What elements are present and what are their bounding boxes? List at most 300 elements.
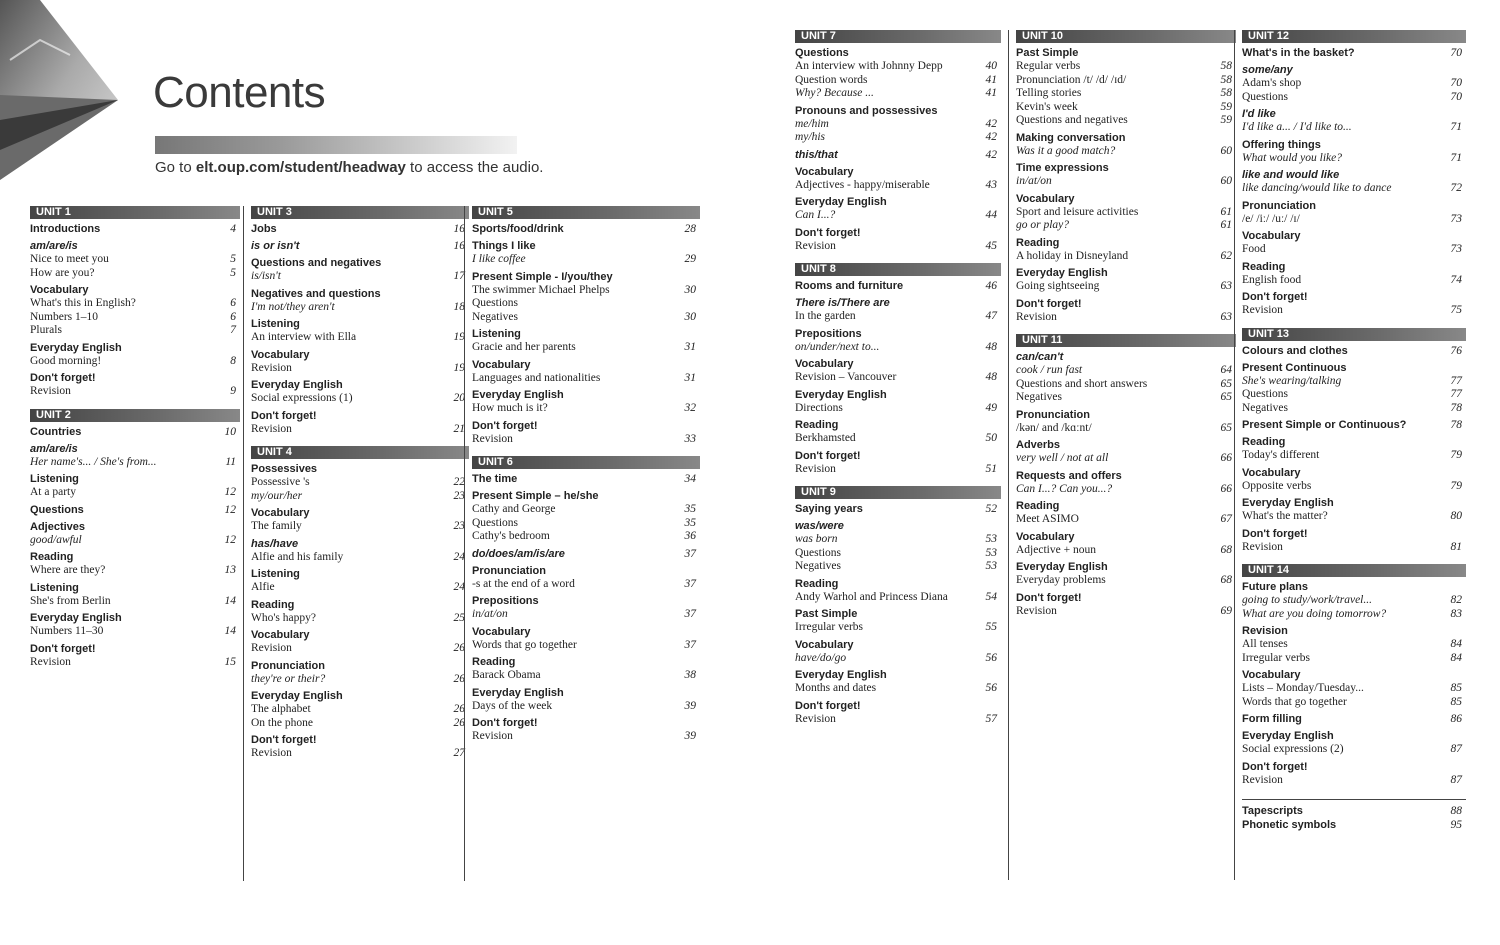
toc-entry[interactable]: Lists – Monday/Tuesday... 85 bbox=[1242, 682, 1462, 694]
section-heading[interactable]: Don't forget! bbox=[1242, 527, 1308, 540]
toc-entry[interactable]: A holiday in Disneyland 62 bbox=[1016, 249, 1232, 262]
toc-entry[interactable]: Words that go together 37 bbox=[472, 638, 696, 651]
audio-link[interactable]: elt.oup.com/student/headway bbox=[195, 159, 406, 176]
toc-entry[interactable]: Revision 75 bbox=[1242, 304, 1462, 316]
toc-entry[interactable]: Possessive 's 22 bbox=[251, 476, 465, 488]
toc-entry[interactable]: Questions and short answers 65 bbox=[1016, 377, 1232, 390]
toc-entry[interactable]: going to study/work/travel... 82 bbox=[1242, 594, 1462, 606]
column-6 bbox=[1234, 30, 1466, 880]
toc-entry[interactable]: Adjectives - happy/miserable 43 bbox=[795, 178, 997, 191]
section-heading[interactable]: Everyday English bbox=[30, 341, 122, 354]
toc-entry[interactable]: Social expressions (1) 20 bbox=[251, 392, 465, 404]
toc-section bbox=[1242, 344, 1466, 358]
section-heading[interactable]: Everyday English bbox=[251, 379, 343, 391]
section-heading[interactable]: is or isn't 16 bbox=[251, 240, 465, 252]
section-heading[interactable]: Reading bbox=[251, 598, 295, 611]
page-number: 43 bbox=[985, 178, 997, 191]
page-number: 49 bbox=[985, 401, 997, 414]
toc-entry[interactable]: Revision 33 bbox=[472, 432, 696, 445]
page-number: 68 bbox=[1220, 574, 1232, 586]
back-matter-entry[interactable]: Tapescripts 88 bbox=[1242, 805, 1462, 817]
toc-section bbox=[795, 195, 1001, 223]
section-heading[interactable]: Vocabulary bbox=[1016, 530, 1075, 543]
toc-entry[interactable]: very well / not at all 66 bbox=[1016, 452, 1232, 464]
toc-entry[interactable]: Where are they? 13 bbox=[30, 564, 236, 576]
toc-entry[interactable]: I'm not/they aren't 18 bbox=[251, 300, 465, 313]
page-number: 63 bbox=[1220, 280, 1232, 292]
toc-entry[interactable]: Days of the week 39 bbox=[472, 699, 696, 712]
toc-entry[interactable]: is/isn't 17 bbox=[251, 270, 465, 282]
toc-entry[interactable]: Why? Because ... 41 bbox=[795, 87, 997, 99]
section-heading[interactable]: Vocabulary bbox=[1242, 669, 1301, 681]
section-heading[interactable]: Don't forget! bbox=[795, 699, 861, 712]
page-number: 66 bbox=[1220, 482, 1232, 495]
toc-entry[interactable]: Numbers 1–10 6 bbox=[30, 310, 236, 323]
section-heading[interactable]: Don't forget! bbox=[251, 409, 317, 422]
section-heading[interactable]: Vocabulary bbox=[472, 625, 531, 638]
section-heading[interactable]: Making conversation bbox=[1016, 131, 1126, 144]
toc-entry[interactable]: Gracie and her parents 31 bbox=[472, 341, 696, 353]
toc-entry[interactable]: my/our/her 23 bbox=[251, 489, 465, 502]
section-heading[interactable]: Present Continuous bbox=[1242, 361, 1347, 374]
unit-spacer bbox=[795, 253, 1001, 263]
page-number: 35 bbox=[684, 503, 696, 515]
section-heading[interactable]: Everyday English bbox=[1242, 497, 1334, 509]
section-heading[interactable]: Don't forget! bbox=[795, 226, 861, 239]
toc-section bbox=[1242, 418, 1466, 432]
toc-entry[interactable]: Questions 53 bbox=[795, 546, 997, 559]
toc-section bbox=[795, 449, 1001, 477]
toc-entry[interactable]: Cathy and George 35 bbox=[472, 503, 696, 515]
toc-entry[interactable]: Opposite verbs 79 bbox=[1242, 479, 1462, 492]
toc-entry[interactable]: An interview with Ella 19 bbox=[251, 331, 465, 343]
toc-entry[interactable]: they're or their? 26 bbox=[251, 672, 465, 685]
page-number: 87 bbox=[1450, 773, 1462, 786]
toc-entry[interactable]: Who's happy? 25 bbox=[251, 611, 465, 624]
toc-entry[interactable]: Revision 81 bbox=[1242, 540, 1462, 553]
toc-section bbox=[1242, 668, 1466, 709]
section-heading[interactable]: Countries 10 bbox=[30, 425, 236, 438]
section-heading[interactable]: Vocabulary bbox=[472, 358, 531, 371]
toc-entry[interactable]: Revision 19 bbox=[251, 361, 465, 374]
toc-section bbox=[251, 628, 469, 656]
section-heading[interactable]: Present Simple - I/you/they bbox=[472, 270, 613, 283]
toc-entry[interactable]: Adjective + noun 68 bbox=[1016, 543, 1232, 556]
section-heading[interactable]: like and would like bbox=[1242, 169, 1340, 181]
section-heading[interactable]: Listening bbox=[251, 568, 300, 580]
page-number: 84 bbox=[1450, 638, 1462, 650]
section-heading[interactable]: Saying years 52 bbox=[795, 503, 997, 515]
section-heading[interactable]: Form filling 86 bbox=[1242, 713, 1462, 725]
toc-entry[interactable]: In the garden 47 bbox=[795, 310, 997, 322]
toc-section bbox=[251, 659, 469, 687]
section-heading[interactable]: Introductions 4 bbox=[30, 223, 236, 235]
page-number: 20 bbox=[453, 392, 465, 404]
unit-label: UNIT 5 bbox=[478, 206, 513, 218]
toc-section bbox=[1016, 438, 1236, 466]
toc-entry[interactable]: Barack Obama 38 bbox=[472, 669, 696, 681]
section-heading[interactable]: this/that 42 bbox=[795, 148, 997, 161]
toc-entry[interactable]: go or play? 61 bbox=[1016, 219, 1232, 231]
toc-entry[interactable]: Everyday problems 68 bbox=[1016, 574, 1232, 586]
toc-section bbox=[1242, 729, 1466, 757]
section-heading[interactable]: Negatives and questions bbox=[251, 287, 381, 300]
section-heading[interactable]: Prepositions bbox=[795, 327, 862, 340]
toc-section bbox=[795, 327, 1001, 355]
unit-label: UNIT 12 bbox=[1248, 30, 1289, 42]
toc-entry[interactable]: Sport and leisure activities 61 bbox=[1016, 205, 1232, 218]
section-heading[interactable]: Offering things bbox=[1242, 138, 1321, 151]
unit-label: UNIT 13 bbox=[1248, 327, 1289, 340]
toc-section bbox=[795, 607, 1001, 635]
toc-entry[interactable]: Revision 21 bbox=[251, 422, 465, 435]
toc-section bbox=[472, 564, 700, 592]
section-heading[interactable]: Reading bbox=[1242, 260, 1286, 273]
section-heading[interactable]: Vocabulary bbox=[1242, 466, 1301, 479]
section-heading[interactable]: Pronunciation bbox=[251, 659, 325, 672]
section-heading[interactable]: Don't forget! bbox=[1242, 760, 1308, 773]
section-heading[interactable]: Vocabulary bbox=[1016, 192, 1075, 205]
section-heading[interactable]: There is/There are bbox=[795, 297, 890, 309]
section-heading[interactable]: Vocabulary bbox=[795, 638, 854, 651]
page-number: 37 bbox=[684, 547, 696, 560]
section-heading[interactable]: Don't forget! bbox=[795, 449, 861, 462]
section-heading[interactable]: do/does/am/is/are 37 bbox=[472, 547, 696, 560]
toc-entry[interactable]: Pronunciation /t/ /d/ /ɪd/ 58 bbox=[1016, 73, 1232, 86]
toc-entry[interactable]: Alfie and his family 24 bbox=[251, 550, 465, 563]
section-heading[interactable]: am/are/is bbox=[30, 240, 78, 252]
toc-entry[interactable]: Social expressions (2) 87 bbox=[1242, 743, 1462, 755]
section-heading[interactable]: some/any bbox=[1242, 64, 1293, 76]
page-number: 62 bbox=[1220, 249, 1232, 262]
toc-entry[interactable]: Question words 41 bbox=[795, 73, 997, 86]
toc-entry[interactable]: She's wearing/talking 77 bbox=[1242, 374, 1462, 387]
toc-entry[interactable]: The alphabet 26 bbox=[251, 703, 465, 715]
toc-entry[interactable]: On the phone 26 bbox=[251, 716, 465, 729]
toc-entry[interactable]: like dancing/would like to dance 72 bbox=[1242, 182, 1462, 194]
unit-label: UNIT 10 bbox=[1022, 30, 1063, 42]
section-heading[interactable]: Listening bbox=[251, 318, 300, 330]
section-heading[interactable]: Reading bbox=[1016, 236, 1060, 249]
toc-entry[interactable]: Today's different 79 bbox=[1242, 449, 1462, 461]
section-heading[interactable]: Requests and offers bbox=[1016, 469, 1122, 482]
toc-entry[interactable]: Kevin's week 59 bbox=[1016, 100, 1232, 113]
section-heading[interactable]: Everyday English bbox=[472, 389, 564, 401]
page-number: 61 bbox=[1220, 205, 1232, 218]
section-heading[interactable]: Everyday English bbox=[1016, 267, 1108, 279]
toc-entry[interactable]: Cathy's bedroom 36 bbox=[472, 530, 696, 542]
section-heading[interactable]: Possessives bbox=[251, 463, 318, 475]
toc-entry[interactable]: Questions 35 bbox=[472, 516, 696, 529]
toc-entry[interactable]: Negatives 65 bbox=[1016, 391, 1232, 403]
toc-entry[interactable]: Alfie 24 bbox=[251, 581, 465, 593]
toc-section bbox=[30, 442, 240, 470]
toc-entry[interactable]: Meet ASIMO 67 bbox=[1016, 513, 1232, 525]
toc-entry[interactable]: Revision 9 bbox=[30, 385, 236, 397]
page-number: 33 bbox=[684, 432, 696, 445]
page-number: 65 bbox=[1220, 391, 1232, 403]
section-heading[interactable]: Jobs 16 bbox=[251, 223, 465, 235]
toc-entry[interactable]: Revision 26 bbox=[251, 642, 465, 654]
toc-entry[interactable]: Revision 57 bbox=[795, 712, 997, 725]
page-number: 53 bbox=[985, 546, 997, 559]
toc-entry[interactable]: -s at the end of a word 37 bbox=[472, 577, 696, 590]
toc-section bbox=[472, 625, 700, 653]
page-number: 85 bbox=[1450, 682, 1462, 694]
back-matter-entry[interactable]: Phonetic symbols 95 bbox=[1242, 819, 1462, 831]
page-number: 65 bbox=[1220, 421, 1232, 434]
section-heading[interactable]: can/can't bbox=[1016, 351, 1064, 363]
section-heading[interactable]: Reading bbox=[795, 577, 839, 590]
toc-section bbox=[1016, 161, 1236, 189]
section-heading[interactable]: Pronunciation bbox=[472, 564, 546, 577]
toc-entry[interactable]: Her name's... / She's from... 11 bbox=[30, 455, 236, 468]
toc-entry[interactable]: Questions 70 bbox=[1242, 90, 1462, 103]
toc-entry[interactable]: Good morning! 8 bbox=[30, 354, 236, 367]
section-heading[interactable]: Present Simple or Continuous? 78 bbox=[1242, 419, 1462, 431]
section-heading[interactable]: Questions bbox=[795, 47, 849, 59]
column-1 bbox=[30, 206, 240, 669]
toc-entry[interactable]: Revision – Vancouver 48 bbox=[795, 371, 997, 383]
toc-section bbox=[472, 388, 700, 416]
toc-section bbox=[1242, 624, 1466, 665]
unit-header bbox=[30, 206, 240, 219]
section-heading[interactable]: am/are/is bbox=[30, 442, 78, 455]
toc-section bbox=[251, 287, 469, 315]
toc-entry[interactable]: Revision 69 bbox=[1016, 604, 1232, 617]
toc-entry[interactable]: What are you doing tomorrow? 83 bbox=[1242, 607, 1462, 620]
toc-entry[interactable]: Questions bbox=[472, 297, 518, 309]
toc-entry[interactable]: Plurals 7 bbox=[30, 324, 236, 336]
toc-section bbox=[30, 581, 240, 609]
page-number: 14 bbox=[224, 625, 236, 637]
toc-entry[interactable]: The family 23 bbox=[251, 520, 465, 532]
section-heading[interactable]: Don't forget! bbox=[1016, 591, 1082, 604]
section-heading[interactable]: Colours and clothes 76 bbox=[1242, 344, 1462, 357]
section-heading[interactable]: Pronunciation bbox=[1016, 408, 1090, 421]
section-heading[interactable]: Reading bbox=[472, 656, 516, 668]
toc-entry[interactable]: Andy Warhol and Princess Diana 54 bbox=[795, 590, 997, 603]
toc-entry[interactable]: Nice to meet you 5 bbox=[30, 253, 236, 265]
toc-entry[interactable]: The swimmer Michael Phelps 30 bbox=[472, 283, 696, 296]
toc-entry[interactable]: What's the matter? 80 bbox=[1242, 510, 1462, 522]
toc-entry[interactable]: What would you like? 71 bbox=[1242, 151, 1462, 164]
toc-entry[interactable]: Berkhamsted 50 bbox=[795, 432, 997, 444]
section-heading[interactable]: Questions 12 bbox=[30, 503, 236, 516]
section-heading[interactable]: Don't forget! bbox=[1016, 297, 1082, 310]
section-heading[interactable]: Vocabulary bbox=[795, 165, 854, 178]
toc-entry[interactable]: Can I...? 44 bbox=[795, 209, 997, 221]
section-heading[interactable]: Everyday English bbox=[795, 196, 887, 208]
page-number: 78 bbox=[1450, 401, 1462, 414]
section-heading[interactable]: Rooms and furniture 46 bbox=[795, 280, 997, 292]
section-heading[interactable]: was/were bbox=[795, 520, 844, 532]
toc-entry[interactable]: Was it a good match? 60 bbox=[1016, 144, 1232, 157]
page-number: 18 bbox=[453, 300, 465, 313]
toc-entry[interactable]: Negatives 30 bbox=[472, 310, 696, 323]
toc-entry[interactable]: in/at/on 37 bbox=[472, 608, 696, 620]
page-number: 65 bbox=[1220, 377, 1232, 390]
section-heading[interactable]: Don't forget! bbox=[30, 372, 96, 384]
toc-entry[interactable]: /kən/ and /kɑːnt/ 65 bbox=[1016, 421, 1232, 434]
toc-section bbox=[251, 733, 469, 761]
section-heading[interactable]: Present Simple – he/she bbox=[472, 490, 599, 502]
section-heading[interactable]: Everyday English bbox=[1242, 730, 1334, 742]
page-number: 95 bbox=[1450, 819, 1462, 831]
section-heading[interactable]: Everyday English bbox=[472, 686, 564, 699]
page-number: 12 bbox=[224, 533, 236, 546]
toc-entry[interactable]: Questions and negatives 59 bbox=[1016, 114, 1232, 126]
unit-spacer bbox=[30, 399, 240, 409]
section-heading[interactable]: Prepositions bbox=[472, 595, 539, 607]
section-heading[interactable]: Time expressions bbox=[1016, 162, 1109, 174]
toc-entry[interactable]: Revision 15 bbox=[30, 655, 236, 668]
toc-entry[interactable]: Irregular verbs 55 bbox=[795, 621, 997, 633]
toc-entry[interactable]: have/do/go 56 bbox=[795, 651, 997, 664]
toc-entry[interactable]: Going sightseeing 63 bbox=[1016, 280, 1232, 292]
toc-entry[interactable]: Revision 27 bbox=[251, 747, 465, 759]
toc-entry[interactable]: on/under/next to... 48 bbox=[795, 340, 997, 353]
section-heading[interactable]: Don't forget! bbox=[30, 642, 96, 655]
section-heading[interactable]: Future plans bbox=[1242, 581, 1309, 593]
section-heading[interactable]: The time 34 bbox=[472, 473, 696, 485]
toc-entry[interactable]: Irregular verbs 84 bbox=[1242, 651, 1462, 664]
toc-entry[interactable]: Languages and nationalities 31 bbox=[472, 371, 696, 384]
section-heading[interactable]: Sports/food/drink 28 bbox=[472, 223, 696, 235]
toc-section bbox=[1242, 46, 1466, 60]
toc-entry[interactable]: I'd like a... / I'd like to... 71 bbox=[1242, 121, 1462, 133]
section-heading[interactable]: Vocabulary bbox=[251, 507, 310, 519]
unit-spacer bbox=[1242, 318, 1466, 328]
toc-entry[interactable]: Food 73 bbox=[1242, 243, 1462, 255]
section-heading[interactable]: Vocabulary bbox=[251, 629, 310, 641]
toc-section bbox=[795, 148, 1001, 162]
section-heading[interactable]: Listening bbox=[30, 581, 79, 594]
toc-section bbox=[1016, 530, 1236, 558]
toc-entry[interactable]: Revision 51 bbox=[795, 462, 997, 475]
section-heading[interactable]: Adverbs bbox=[1016, 439, 1061, 451]
toc-entry[interactable]: good/awful 12 bbox=[30, 533, 236, 546]
toc-entry[interactable]: in/at/on 60 bbox=[1016, 175, 1232, 187]
toc-section bbox=[472, 222, 700, 236]
section-heading[interactable]: Pronouns and possessives bbox=[795, 104, 938, 117]
section-heading[interactable]: Everyday English bbox=[795, 388, 887, 401]
page-number: 32 bbox=[684, 402, 696, 414]
section-heading[interactable]: Everyday English bbox=[251, 690, 343, 702]
section-heading[interactable]: Everyday English bbox=[1016, 561, 1108, 573]
toc-entry[interactable]: Revision 87 bbox=[1242, 773, 1462, 786]
toc-section bbox=[1242, 107, 1466, 135]
toc-entry[interactable]: was born 53 bbox=[795, 533, 997, 545]
toc-entry[interactable]: Words that go together 85 bbox=[1242, 695, 1462, 708]
section-heading[interactable]: Vocabulary bbox=[1242, 230, 1301, 242]
toc-entry[interactable]: me/him 42 bbox=[795, 117, 997, 130]
page-number: 8 bbox=[230, 354, 236, 367]
toc-entry[interactable]: Revision 63 bbox=[1016, 310, 1232, 323]
toc-section bbox=[1242, 580, 1466, 621]
toc-entry[interactable]: Questions 77 bbox=[1242, 388, 1462, 400]
section-heading[interactable]: Revision bbox=[1242, 625, 1288, 637]
page-number: 26 bbox=[453, 703, 465, 715]
toc-section bbox=[795, 668, 1001, 696]
toc-section bbox=[795, 296, 1001, 324]
unit-header bbox=[795, 486, 1001, 499]
section-heading[interactable]: Reading bbox=[1242, 436, 1286, 448]
toc-section bbox=[251, 409, 469, 437]
toc-entry[interactable]: Telling stories 58 bbox=[1016, 87, 1232, 99]
toc-entry[interactable]: Negatives 78 bbox=[1242, 401, 1462, 414]
toc-entry[interactable]: Regular verbs 58 bbox=[1016, 60, 1232, 72]
section-heading[interactable]: What's in the basket? 70 bbox=[1242, 47, 1462, 59]
page-title: Contents bbox=[153, 68, 326, 117]
toc-entry[interactable]: I like coffee 29 bbox=[472, 253, 696, 265]
toc-entry[interactable]: Negatives 53 bbox=[795, 560, 997, 572]
section-heading[interactable]: Pronunciation bbox=[1242, 199, 1316, 212]
toc-entry[interactable]: English food 74 bbox=[1242, 273, 1462, 286]
section-heading[interactable]: Don't forget! bbox=[251, 734, 317, 746]
section-heading[interactable]: Things I like bbox=[472, 240, 536, 252]
page-number: 85 bbox=[1450, 695, 1462, 708]
toc-entry[interactable]: my/his 42 bbox=[795, 131, 997, 143]
toc-entry[interactable]: Revision 39 bbox=[472, 730, 696, 742]
toc-section bbox=[30, 520, 240, 548]
toc-entry[interactable]: cook / run fast 64 bbox=[1016, 364, 1232, 376]
section-heading[interactable]: Past Simple bbox=[795, 608, 858, 620]
toc-entry[interactable]: She's from Berlin 14 bbox=[30, 594, 236, 607]
toc-entry[interactable]: How much is it? 32 bbox=[472, 402, 696, 414]
section-heading[interactable]: Everyday English bbox=[795, 669, 887, 681]
toc-entry[interactable]: How are you? 5 bbox=[30, 266, 236, 279]
section-heading[interactable]: Reading bbox=[1016, 500, 1060, 512]
page-number: 4 bbox=[230, 223, 236, 235]
toc-entry[interactable]: Can I...? Can you...? 66 bbox=[1016, 482, 1232, 495]
section-heading[interactable]: Adjectives bbox=[30, 520, 86, 533]
toc-entry[interactable]: Adam's shop 70 bbox=[1242, 77, 1462, 89]
section-heading[interactable]: Don't forget! bbox=[1242, 291, 1308, 303]
section-heading[interactable]: Listening bbox=[472, 328, 521, 340]
toc-entry[interactable]: Directions 49 bbox=[795, 401, 997, 414]
section-heading[interactable]: Vocabulary bbox=[30, 284, 89, 296]
section-heading[interactable]: has/have bbox=[251, 537, 299, 550]
toc-entry[interactable]: Months and dates 56 bbox=[795, 682, 997, 694]
toc-entry[interactable]: At a party 12 bbox=[30, 486, 236, 498]
unit-spacer bbox=[795, 476, 1001, 486]
unit-label: UNIT 8 bbox=[801, 263, 836, 275]
page-number: 68 bbox=[1220, 543, 1232, 556]
section-heading[interactable]: Vocabulary bbox=[251, 348, 310, 361]
toc-entry[interactable]: An interview with Johnny Depp 40 bbox=[795, 60, 997, 72]
toc-entry[interactable]: /e/ /iː/ /uː/ /ɪ/ 73 bbox=[1242, 212, 1462, 225]
toc-entry[interactable]: What's this in English? 6 bbox=[30, 297, 236, 309]
toc-entry[interactable]: Numbers 11–30 14 bbox=[30, 625, 236, 637]
section-heading[interactable]: I'd like bbox=[1242, 108, 1276, 120]
section-heading[interactable]: Reading bbox=[30, 551, 74, 563]
section-heading[interactable]: Questions and negatives bbox=[251, 257, 382, 269]
toc-section bbox=[1242, 527, 1466, 555]
section-heading[interactable]: Don't forget! bbox=[472, 419, 538, 432]
column-2 bbox=[243, 206, 469, 881]
section-heading[interactable]: Don't forget! bbox=[472, 717, 538, 729]
toc-entry[interactable]: Revision 45 bbox=[795, 239, 997, 252]
section-heading[interactable]: Past Simple bbox=[1016, 47, 1079, 59]
section-heading[interactable]: Everyday English bbox=[30, 612, 122, 624]
toc-section bbox=[1016, 408, 1236, 436]
section-heading[interactable]: Reading bbox=[795, 419, 839, 431]
page-number: 64 bbox=[1220, 364, 1232, 376]
section-heading[interactable]: Vocabulary bbox=[795, 358, 854, 370]
toc-entry[interactable]: All tenses 84 bbox=[1242, 638, 1462, 650]
section-heading[interactable]: Listening bbox=[30, 473, 79, 485]
